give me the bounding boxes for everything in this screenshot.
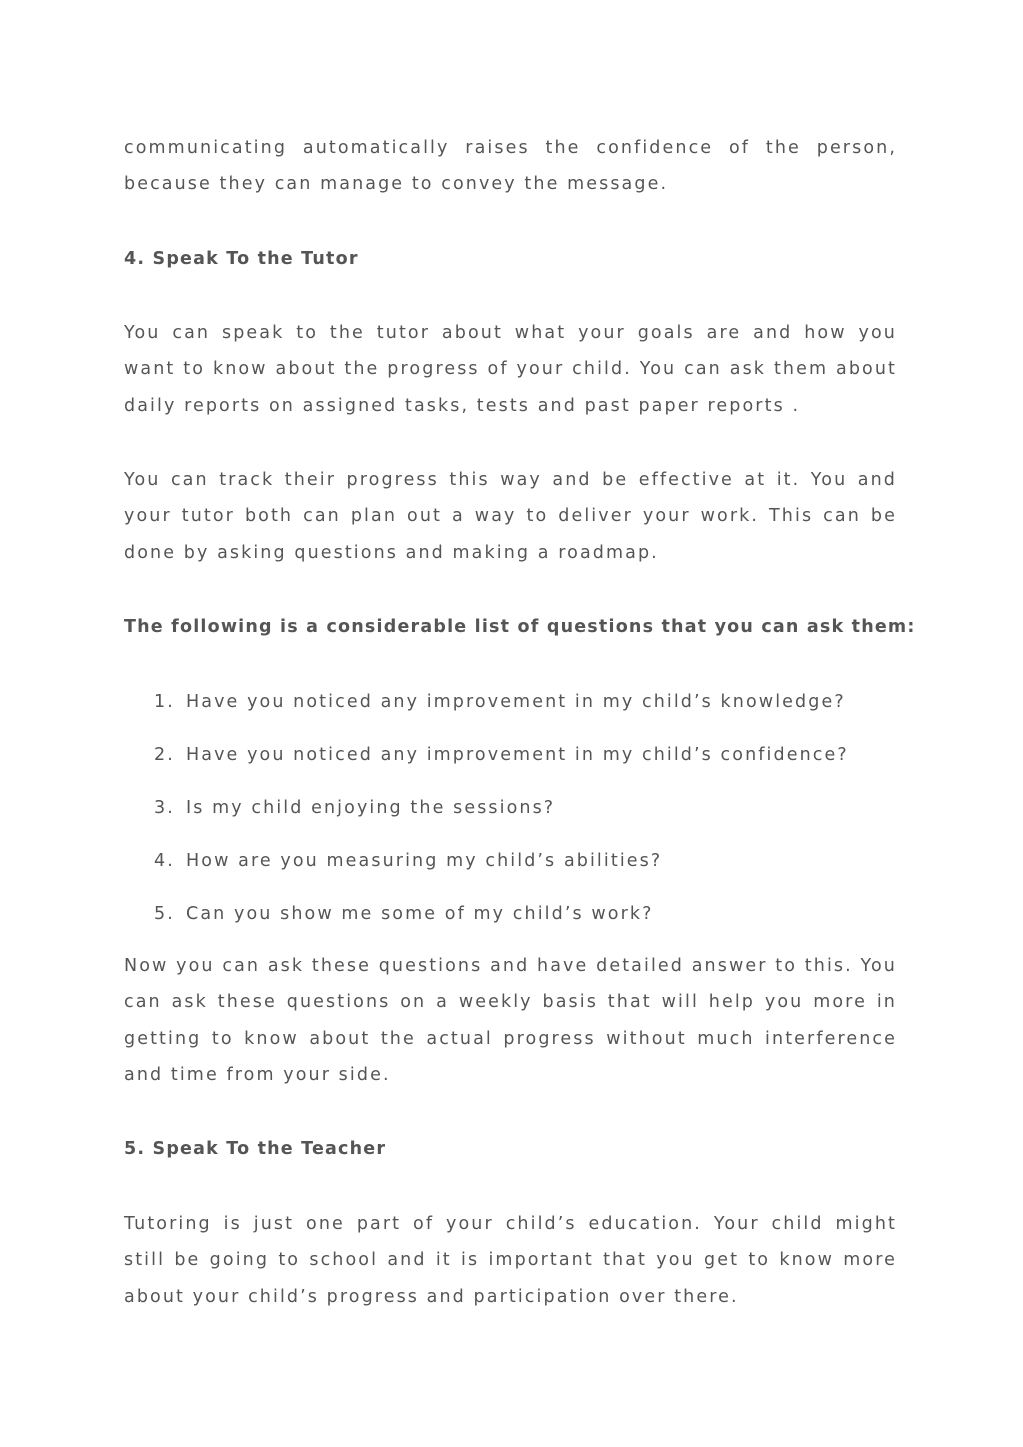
list-item-text: Can you show me some of my child’s work? [186, 904, 654, 924]
list-item-number: 2. [154, 745, 175, 765]
list-item-number: 1. [154, 692, 175, 712]
list-item-text: Have you noticed any improvement in my child’s knowledge? [186, 692, 846, 712]
tutor-paragraph-1: You can speak to the tutor about what your goals are and how you want to know about the progress of your child. You can ask them about daily reports on assigned tasks, tests and past paper reports . [124, 323, 897, 416]
list-item [124, 896, 654, 932]
intro-paragraph: communicating automatically raises the confidence of the person, because they can manage to convey the message. [124, 138, 897, 195]
list-item-number: 5. [154, 904, 175, 924]
list-item [124, 790, 555, 826]
section-heading-speak-to-tutor: 4. Speak To the Tutor [124, 249, 359, 269]
list-item-text: Is my child enjoying the sessions? [186, 798, 556, 818]
list-item [124, 737, 849, 773]
after-questions-paragraph: Now you can ask these questions and have detailed answer to this. You can ask these questions on a weekly basis that will help you more in getting to know about the actual progress without much interference and time from your side. [124, 956, 897, 1085]
teacher-paragraph: Tutoring is just one part of your child’s education. Your child might still be going to school and it is important that you get to know more about your child’s progress and participation over there. [124, 1214, 897, 1307]
list-item-number: 3. [154, 798, 175, 818]
list-item-number: 4. [154, 851, 175, 871]
tutor-paragraph-2: You can track their progress this way and be effective at it. You and your tutor both can plan out a way to deliver your work. This can be done by asking questions and making a roadmap. [124, 470, 897, 563]
list-item-text: How are you measuring my child’s abilities? [186, 851, 663, 871]
questions-heading: The following is a considerable list of questions that you can ask them: [124, 617, 916, 637]
list-item-text: Have you noticed any improvement in my child’s confidence? [186, 745, 849, 765]
section-heading-speak-to-teacher: 5. Speak To the Teacher [124, 1139, 387, 1159]
list-item [124, 684, 846, 720]
list-item [124, 843, 662, 879]
